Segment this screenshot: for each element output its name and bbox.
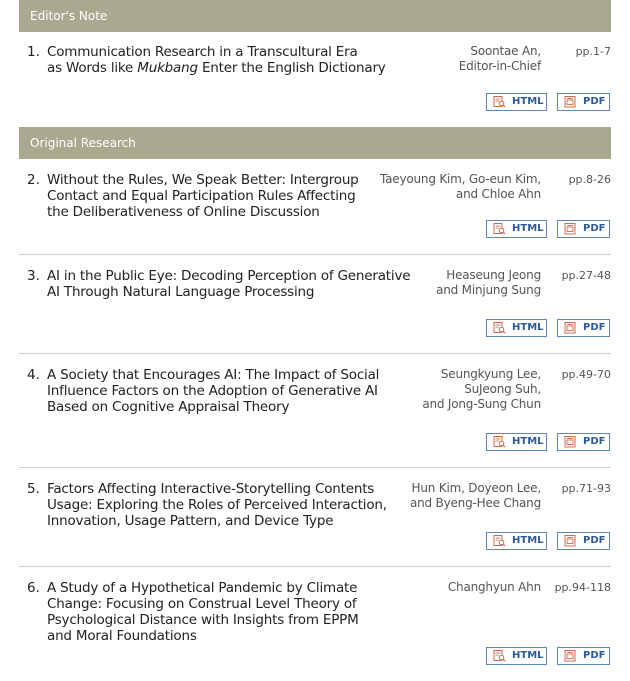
- article-title-line: AI Through Natural Language Processing: [47, 284, 315, 300]
- article-pages: pp.49-70: [561, 368, 611, 381]
- article-title-line: Influence Factors on the Adoption of Generative AI: [47, 383, 378, 399]
- author-line: and Minjung Sung: [436, 283, 541, 297]
- author-line: Changhyun Ahn: [447, 580, 541, 594]
- author-line: Taeyoung Kim, Go-eun Kim,: [380, 172, 541, 186]
- html-button-article-6[interactable]: [486, 647, 547, 665]
- article-authors: [410, 481, 541, 511]
- pdf-button-label: PDF: [583, 650, 606, 661]
- html-button-article-4[interactable]: [486, 433, 547, 451]
- html-button-article-2[interactable]: [486, 220, 547, 238]
- author-line: Editor-in-Chief: [458, 59, 541, 73]
- article-authors: [459, 44, 541, 74]
- pdf-button-article-2[interactable]: [557, 220, 610, 238]
- article-title-line: Based on Cognitive Appraisal Theory: [47, 399, 290, 415]
- article-title-line: and Moral Foundations: [47, 628, 197, 644]
- author-line: and Byeng-Hee Chang: [409, 496, 541, 510]
- author-line: and Jong-Sung Chun: [422, 397, 541, 411]
- pdf-button-article-1[interactable]: [557, 93, 610, 111]
- pdf-button-label: PDF: [583, 436, 606, 447]
- pdf-doc-icon: [564, 436, 577, 448]
- html-doc-icon: [493, 322, 506, 334]
- divider: [19, 254, 611, 255]
- author-line: Hun Kim, Doyeon Lee,: [411, 481, 541, 495]
- article-pages: pp.94-118: [554, 581, 611, 594]
- html-button-label: HTML: [512, 436, 544, 447]
- html-button-article-5[interactable]: [486, 532, 547, 550]
- html-button-label: HTML: [512, 96, 544, 107]
- html-doc-icon: [493, 650, 506, 662]
- pdf-doc-icon: [564, 223, 577, 235]
- pdf-doc-icon: [564, 535, 577, 547]
- article-title[interactable]: [47, 580, 397, 644]
- article-title[interactable]: [47, 44, 397, 76]
- article-title[interactable]: [47, 367, 397, 415]
- html-button-label: HTML: [512, 650, 544, 661]
- article-title-line: AI in the Public Eye: Decoding Perception of Generative: [47, 268, 411, 284]
- html-button-label: HTML: [512, 223, 544, 234]
- pdf-button-article-6[interactable]: [557, 647, 610, 665]
- article-title-line: Change: Focusing on Construal Level Theory of: [47, 596, 357, 612]
- section-header-editors-note: Editor's Note: [19, 0, 611, 32]
- article-title-line: Psychological Distance with Insights from EPPM: [47, 612, 359, 628]
- author-line: Heaseung Jeong: [446, 268, 541, 282]
- article-title-segment: Enter the English Dictionary: [197, 60, 386, 76]
- article-title[interactable]: [47, 172, 397, 220]
- html-doc-icon: [493, 96, 506, 108]
- article-pages: pp.8-26: [568, 173, 611, 186]
- author-line: Seungkyung Lee,: [440, 367, 541, 381]
- article-number: 3.: [27, 268, 40, 284]
- article-number: 4.: [27, 367, 40, 383]
- divider: [19, 566, 611, 567]
- article-title-line: A Society that Encourages AI: The Impact of Social: [47, 367, 380, 383]
- pdf-button-article-5[interactable]: [557, 532, 610, 550]
- article-title-line: Contact and Equal Participation Rules Affecting: [47, 188, 356, 204]
- author-line: Soontae An,: [470, 44, 541, 58]
- html-doc-icon: [493, 535, 506, 547]
- pdf-button-label: PDF: [583, 96, 606, 107]
- pdf-button-article-3[interactable]: [557, 319, 610, 337]
- article-title-line: Factors Affecting Interactive-Storytelling Contents: [47, 481, 375, 497]
- html-button-label: HTML: [512, 322, 544, 333]
- pdf-doc-icon: [564, 96, 577, 108]
- pdf-doc-icon: [564, 650, 577, 662]
- html-button-article-3[interactable]: [486, 319, 547, 337]
- author-line: SuJeong Suh,: [464, 382, 541, 396]
- article-number: 1.: [27, 44, 40, 60]
- article-authors: [436, 268, 541, 298]
- html-button-article-1[interactable]: [486, 93, 547, 111]
- article-title-line: [47, 60, 397, 76]
- pdf-doc-icon: [564, 322, 577, 334]
- article-title-line: Communication Research in a Transcultural Era: [47, 44, 358, 60]
- author-line: and Chloe Ahn: [455, 187, 541, 201]
- article-number: 2.: [27, 172, 40, 188]
- article-title-italic: Mukbang: [137, 60, 198, 76]
- article-title-line: the Deliberativeness of Online Discussion: [47, 204, 320, 220]
- article-authors: [422, 367, 541, 412]
- pdf-button-label: PDF: [583, 322, 606, 333]
- article-authors: [448, 580, 541, 595]
- pdf-button-label: PDF: [583, 535, 606, 546]
- article-title[interactable]: [47, 481, 397, 529]
- pdf-button-label: PDF: [583, 223, 606, 234]
- html-doc-icon: [493, 436, 506, 448]
- pdf-button-article-4[interactable]: [557, 433, 610, 451]
- article-title-line: A Study of a Hypothetical Pandemic by Climate: [47, 580, 358, 596]
- article-title-line: Innovation, Usage Pattern, and Device Type: [47, 513, 334, 529]
- section-header-original-research: Original Research: [19, 127, 611, 159]
- article-pages: pp.1-7: [575, 45, 611, 58]
- article-authors: [380, 172, 541, 202]
- article-title[interactable]: [47, 268, 411, 300]
- divider: [19, 353, 611, 354]
- article-number: 6.: [27, 580, 40, 596]
- article-title-line: Without the Rules, We Speak Better: Intergroup: [47, 172, 359, 188]
- html-button-label: HTML: [512, 535, 544, 546]
- article-title-line: Usage: Exploring the Roles of Perceived Interaction,: [47, 497, 387, 513]
- divider: [19, 467, 611, 468]
- article-pages: pp.27-48: [561, 269, 611, 282]
- html-doc-icon: [493, 223, 506, 235]
- article-number: 5.: [27, 481, 40, 497]
- article-title-segment: as Words like: [47, 60, 138, 76]
- article-pages: pp.71-93: [561, 482, 611, 495]
